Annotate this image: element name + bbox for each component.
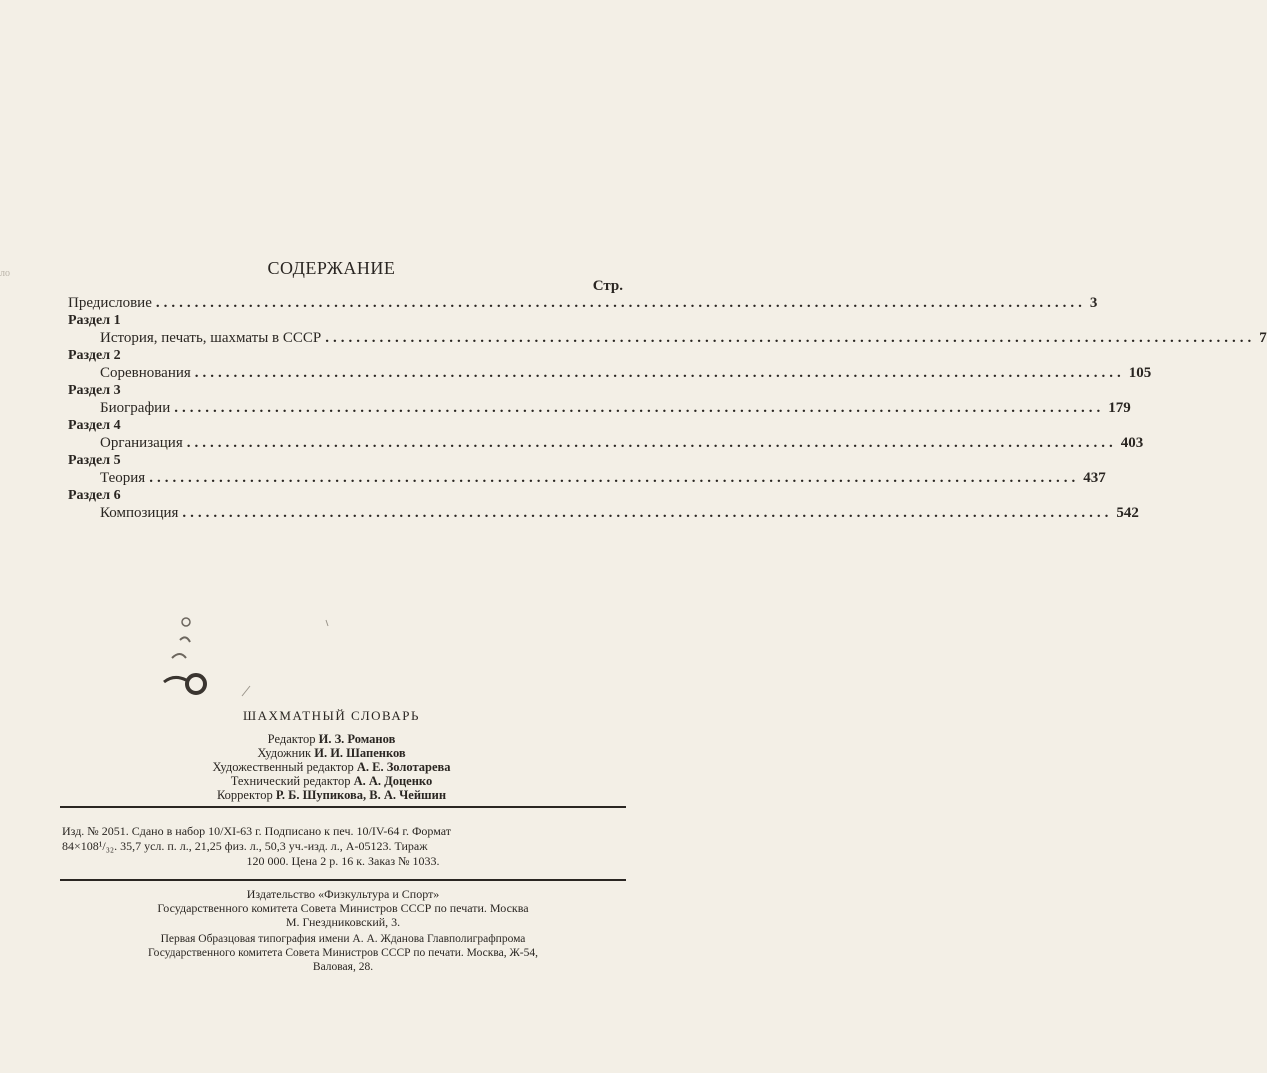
toc-entry-title: Соревнования (100, 365, 191, 381)
credit-role: Художник (257, 746, 312, 760)
toc-page-number: 403 (1120, 435, 1144, 451)
publisher-line: Издательство «Физкультура и Спорт» (246, 887, 440, 901)
credit-line (0, 746, 663, 760)
print-info (62, 824, 624, 869)
toc-entry (68, 469, 1106, 488)
toc-page-number: 179 (1108, 400, 1131, 416)
credit-role: Технический редактор (230, 774, 351, 788)
credit-role: Корректор (216, 788, 273, 802)
publisher-line: Государственного комитета Совета Министров СССР по печати. Москва (157, 901, 529, 915)
toc-page-number: 542 (1116, 505, 1139, 521)
imprint-credits (0, 732, 663, 802)
toc-entry (68, 329, 1267, 348)
credit-name: А. А. Доценко (353, 774, 433, 788)
toc-title: СОДЕРЖАНИЕ (267, 258, 396, 278)
toc-entry-title: История, печать, шахматы в СССР (100, 330, 322, 346)
toc-leader-dots: ........................................................................................................................ (149, 470, 1080, 486)
toc-page-number: 7 (1259, 330, 1267, 346)
credit-line (0, 788, 663, 802)
toc-leader-dots: ........................................................................................................................ (186, 435, 1117, 451)
credit-name: И. И. Шапенков (314, 746, 406, 760)
toc-leader-dots: ........................................................................................................................ (325, 330, 1256, 346)
toc-entry-title: Биографии (100, 400, 171, 416)
credit-role: Художественный редактор (212, 760, 354, 774)
toc-section-label: Раздел 4 (68, 418, 121, 433)
credit-role: Редактор (267, 732, 316, 746)
credit-name: Р. Б. Шупикова, В. А. Чейшин (275, 788, 447, 802)
toc-page-number: 3 (1089, 295, 1098, 311)
stray-ink-marks (150, 600, 270, 710)
typography-line: Валовая, 28. (312, 961, 374, 973)
toc-section-label: Раздел 3 (68, 383, 121, 398)
credit-name: И. З. Романов (318, 732, 396, 746)
typography-info (62, 932, 624, 974)
toc-page-column-header: Стр. (592, 278, 623, 294)
table-of-contents (68, 294, 1267, 523)
toc-section-label: Раздел 6 (68, 488, 121, 503)
divider-rule (60, 806, 626, 808)
toc-section-label: Раздел 2 (68, 348, 121, 363)
edge-bleed-mark: ло (0, 268, 10, 279)
typography-line: Первая Образцовая типография имени А. А. Жданова Главполиграфпрома (160, 933, 526, 945)
toc-entry (68, 294, 1098, 313)
toc-section-label: Раздел 1 (68, 313, 121, 328)
toc-entry-title: Композиция (100, 505, 179, 521)
credit-name: А. Е. Золотарева (356, 760, 451, 774)
credit-line (0, 732, 663, 746)
toc-entry (68, 364, 1152, 383)
typography-line: Государственного комитета Совета Министров СССР по печати. Москва, Ж-54, (148, 947, 538, 959)
credit-line (0, 774, 663, 788)
divider-rule (60, 879, 626, 881)
credit-line (0, 760, 663, 774)
print-info-line: 84×108¹/₃₂. 35,7 усл. п. л., 21,25 физ. л., 50,3 уч.-изд. л., А-05123. Тираж (62, 839, 428, 853)
toc-entry (68, 434, 1144, 453)
toc-leader-dots: ........................................................................................................................ (174, 400, 1105, 416)
toc-entry-title: Предисловие (68, 295, 152, 311)
toc-page-number: 105 (1128, 365, 1152, 381)
toc-leader-dots: ........................................................................................................................ (194, 365, 1125, 381)
toc-leader-dots: ........................................................................................................................ (155, 295, 1086, 311)
publisher-info (62, 887, 624, 929)
toc-entry-title: Организация (100, 435, 183, 451)
print-info-line: 120 000. Цена 2 р. 16 к. Заказ № 1033. (246, 854, 440, 868)
toc-entry (68, 504, 1139, 523)
toc-page-number: 437 (1083, 470, 1106, 486)
publisher-line: М. Гнездниковский, 3. (285, 915, 401, 929)
toc-entry-title: Теория (100, 470, 146, 486)
imprint-book-title: ШАХМАТНЫЙ СЛОВАРЬ (243, 708, 420, 723)
print-info-line: Изд. № 2051. Сдано в набор 10/XI-63 г. Подписано к печ. 10/IV-64 г. Формат (62, 824, 452, 838)
toc-section-label: Раздел 5 (68, 453, 121, 468)
toc-leader-dots: ........................................................................................................................ (182, 505, 1113, 521)
toc-entry (68, 399, 1131, 418)
